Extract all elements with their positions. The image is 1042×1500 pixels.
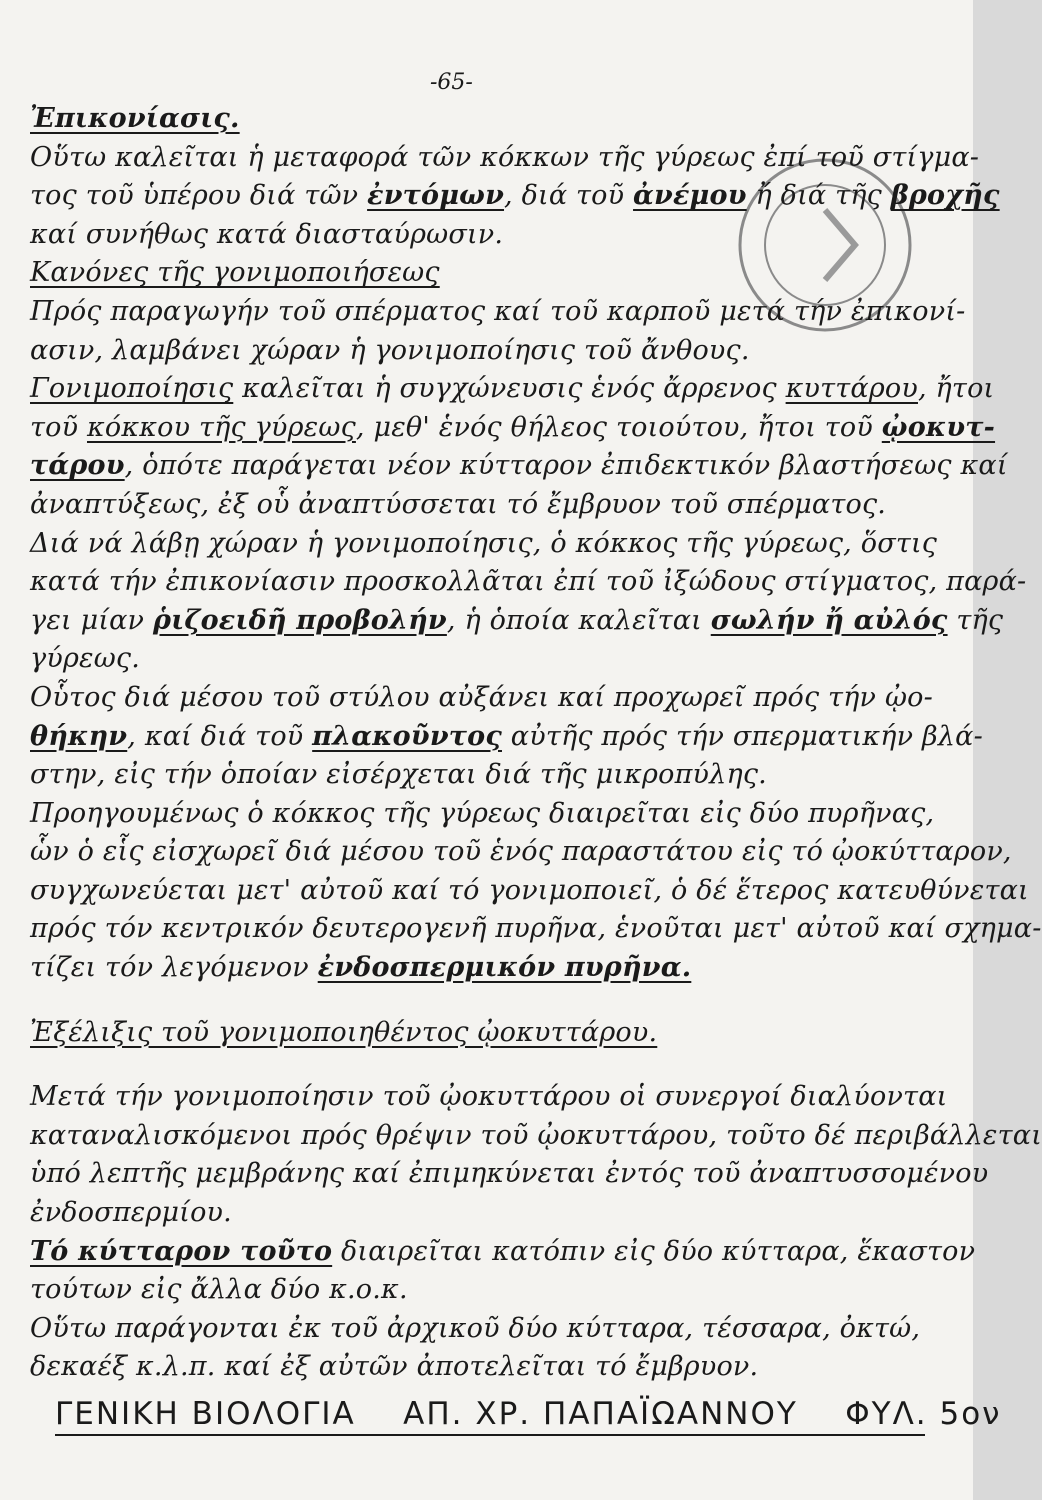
section-heading-egg-development: Ἐξέλιξις τοῦ γονιμοποιηθέντος ᾠοκυττάρου.	[30, 1016, 658, 1048]
text-line: πρός τόν κεντρικόν δευτερογενῆ πυρῆνα, ἑνοῦται μετ' αὐτοῦ καί σχημα-	[30, 913, 1042, 945]
term-egg-cell-cont: τάρου	[30, 450, 125, 482]
text-line: ὧν ὁ εἷς εἰσχωρεῖ διά μέσου τοῦ ἑνός παραστάτου εἰς τό ᾠοκύτταρον,	[30, 836, 1012, 868]
text-span: ἤ διά τῆς	[746, 180, 891, 212]
term-egg-cell: ᾠοκυτ-	[881, 411, 996, 443]
term-cell: κυττάρου	[785, 373, 918, 405]
section-heading-fertilization-rules: Κανόνες τῆς γονιμοποιήσεως	[30, 257, 440, 289]
text-line: ὑπό λεπτῆς μεμβράνης καί ἐπιμηκύνεται ἐντός τοῦ ἀναπτυσσομένου	[30, 1158, 989, 1190]
term-rain: βροχῆς	[890, 180, 1000, 212]
spacer	[30, 1052, 910, 1078]
term-ovary: θήκην	[30, 720, 128, 752]
footer-title: ΓΕΝΙΚΗ ΒΙΟΛΟΓΙΑ	[55, 1396, 356, 1432]
text-span: τίζει τόν λεγόμενον	[30, 952, 318, 984]
text-line: συγχωνεύεται μετ' αὐτοῦ καί τό γονιμοποιεῖ, ὁ δέ ἕτερος κατευθύνεται	[30, 874, 1029, 906]
text-line	[30, 370, 995, 409]
text-span: τοῦ	[30, 411, 87, 443]
text-line: στην, εἰς τήν ὁποίαν εἰσέρχεται διά τῆς μικροπύλης.	[30, 759, 767, 791]
text-line: τούτων εἰς ἄλλα δύο κ.ο.κ.	[30, 1274, 408, 1306]
footer-sheet: ΦΥΛ. 5ον	[845, 1396, 1002, 1432]
text-line	[30, 409, 996, 448]
text-span: , μεθ' ἑνός θήλεος τοιούτου, ἤτοι τοῦ	[355, 411, 882, 443]
text-line: Μετά τήν γονιμοποίησιν τοῦ ᾠοκυττάρου οἱ συνεργοί διαλύονται	[30, 1081, 948, 1113]
text-line: καί συνήθως κατά διασταύρωσιν.	[30, 218, 504, 250]
text-span: , ὁπότε παράγεται νέον κύτταρον ἐπιδεκτικόν βλαστήσεως καί	[124, 450, 1008, 482]
text-line: Οὗτος διά μέσου τοῦ στύλου αὐξάνει καί προχωρεῖ πρός τήν ᾠο-	[30, 681, 933, 713]
term-pollen-tube: σωλήν ἤ αὐλός	[710, 604, 948, 636]
term-endosperm-nucleus: ἐνδοσπερμικόν πυρῆνα.	[317, 952, 692, 984]
term-root-projection: ῥιζοειδῆ προβολήν	[152, 604, 447, 636]
text-line: ἀναπτύξεως, ἐξ οὗ ἀναπτύσσεται τό ἔμβρυον τοῦ σπέρματος.	[30, 488, 887, 520]
text-line: καταναλισκόμενοι πρός θρέψιν τοῦ ᾠοκυττάρου, τοῦτο δέ περιβάλλεται	[30, 1119, 1042, 1151]
text-line	[30, 718, 983, 757]
text-line	[30, 602, 1004, 641]
text-line	[30, 447, 1008, 486]
text-line	[30, 949, 910, 988]
text-line: ἐνδοσπερμίου.	[30, 1197, 232, 1229]
term-pollen-grain: κόκκου τῆς γύρεως	[87, 411, 356, 443]
text-line: Οὕτω παράγονται ἐκ τοῦ ἀρχικοῦ δύο κύτταρα, τέσσαρα, ὀκτώ,	[30, 1312, 921, 1344]
page-footer	[55, 1396, 1002, 1436]
text-line: γύρεως.	[30, 643, 141, 675]
text-span: , καί διά τοῦ	[127, 720, 313, 752]
section-heading-pollination: Ἐπικονίασις.	[30, 103, 240, 134]
text-span: , ἡ ὁποία καλεῖται	[446, 604, 711, 636]
text-line: ασιν, λαμβάνει χώραν ἡ γονιμοποίησις τοῦ ἄνθους.	[30, 334, 750, 366]
page-number: -65-	[430, 70, 473, 95]
text-line: Οὕτω καλεῖται ἡ μεταφορά τῶν κόκκων τῆς γύρεως ἐπί τοῦ στίγμα-	[30, 141, 980, 173]
text-line	[30, 1233, 976, 1272]
text-span: , ἤτοι	[917, 373, 995, 405]
text-line: Διά νά λάβῃ χώραν ἡ γονιμοποίησις, ὁ κόκκος τῆς γύρεως, ὅστις	[30, 527, 938, 559]
text-span: τῆς	[947, 604, 1004, 636]
term-fertilization: Γονιμοποίησις	[30, 373, 234, 405]
text-line	[30, 177, 1000, 216]
text-span: αὐτῆς πρός τήν σπερματικήν βλά-	[501, 720, 983, 752]
text-line: κατά τήν ἐπικονίασιν προσκολλᾶται ἐπί τοῦ ἰξώδους στίγματος, παρά-	[30, 566, 1027, 598]
text-span: διαιρεῖται κατόπιν εἰς δύο κύτταρα, ἕκαστον	[332, 1235, 976, 1267]
text-line: Προηγουμένως ὁ κόκκος τῆς γύρεως διαιρεῖται εἰς δύο πυρῆνας,	[30, 797, 935, 829]
text-span: τος τοῦ ὑπέρου διά τῶν	[30, 180, 368, 212]
term-insects: ἐντόμων	[367, 180, 505, 212]
term-wind: ἀνέμου	[633, 180, 747, 212]
spacer	[30, 988, 910, 1014]
text-line: Πρός παραγωγήν τοῦ σπέρματος καί τοῦ καρποῦ μετά τήν ἐπικονί-	[30, 295, 966, 327]
text-line: δεκαέξ κ.λ.π. καί ἐξ αὐτῶν ἀποτελεῖται τό ἔμβρυον.	[30, 1351, 759, 1383]
footer-author: ΑΠ. ΧΡ. ΠΑΠΑΪΩΑΝΝΟΥ	[403, 1396, 798, 1432]
text-span: καλεῖται ἡ συγχώνευσις ἑνός ἄρρενος	[233, 373, 786, 405]
text-span: γει μίαν	[30, 604, 153, 636]
term-this-cell: Τό κύτταρον τοῦτο	[30, 1235, 333, 1267]
text-span: , διά τοῦ	[504, 180, 634, 212]
term-placenta: πλακοῦντος	[312, 720, 502, 752]
document-body	[30, 100, 1042, 1387]
